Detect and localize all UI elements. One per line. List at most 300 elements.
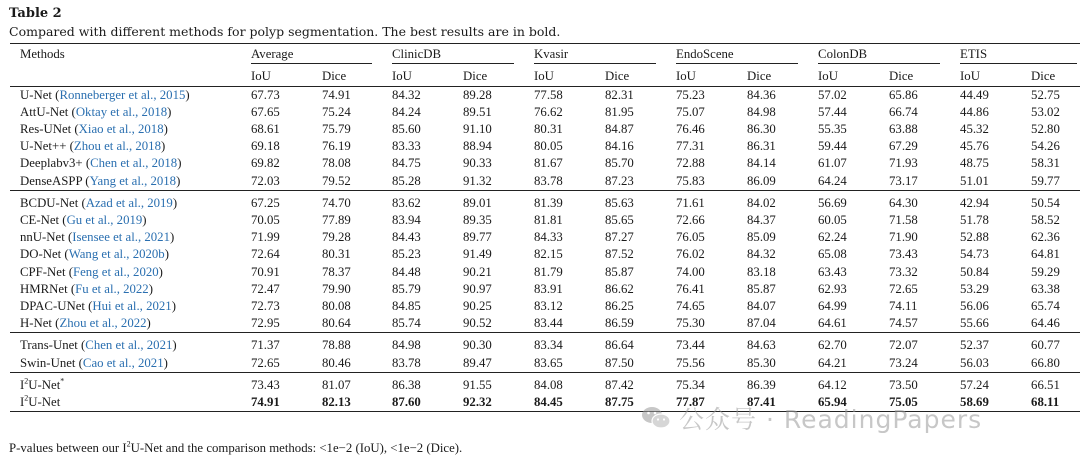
value-cell: 85.30 <box>747 355 776 370</box>
value-cell: 74.00 <box>676 264 705 279</box>
table-row <box>10 86 1080 104</box>
value-cell: 90.33 <box>463 156 492 171</box>
value-cell: 71.99 <box>251 230 280 245</box>
value-cell: 79.90 <box>322 281 351 296</box>
sub-header-iou: IoU <box>812 66 883 87</box>
value-cell: 62.24 <box>818 230 847 245</box>
value-cell: 83.65 <box>534 355 563 370</box>
value-cell: 60.77 <box>1031 338 1060 353</box>
value-cell: 44.49 <box>960 87 989 102</box>
value-cell <box>954 394 1025 412</box>
value-bold: 92.32 <box>463 394 492 409</box>
value-cell: 81.39 <box>534 195 563 210</box>
method-cell: U-Net++ (Zhou et al., 2018) <box>20 139 166 154</box>
value-cell: 42.94 <box>960 195 989 210</box>
value-cell: 85.70 <box>605 156 634 171</box>
citation-link[interactable]: Azad et al., 2019 <box>85 195 173 210</box>
method-name: BCDU-Net <box>20 195 79 210</box>
value-cell: 86.64 <box>605 338 634 353</box>
value-bold: 74.91 <box>251 394 280 409</box>
sub-header-dice: Dice <box>316 66 386 87</box>
table-row <box>10 195 1080 212</box>
value-cell: 78.37 <box>322 264 351 279</box>
table-row <box>10 281 1080 298</box>
value-cell: 87.52 <box>605 247 634 262</box>
value-cell: 51.01 <box>960 173 989 188</box>
citation-link[interactable]: Ronneberger et al., 2015 <box>59 87 186 102</box>
value-cell: 76.05 <box>676 230 705 245</box>
method-name: I <box>20 394 25 409</box>
value-cell: 56.69 <box>818 195 847 210</box>
value-cell: 91.10 <box>463 121 492 136</box>
value-cell: 72.47 <box>251 281 280 296</box>
sub-header-dice: Dice <box>457 66 528 87</box>
value-cell: 86.09 <box>747 173 776 188</box>
citation-link[interactable]: Feng et al., 2020 <box>72 264 159 279</box>
value-cell: 87.27 <box>605 230 634 245</box>
value-cell: 83.44 <box>534 316 563 331</box>
value-cell: 58.31 <box>1031 156 1060 171</box>
method-name: Res-UNet <box>20 121 72 136</box>
value-cell: 84.98 <box>392 338 421 353</box>
value-cell: 69.82 <box>251 156 280 171</box>
table-row-ours <box>10 394 1080 412</box>
citation-link[interactable]: Zhou et al., 2018 <box>73 139 161 154</box>
value-cell: 72.95 <box>251 316 280 331</box>
value-cell: 71.90 <box>889 230 918 245</box>
value-cell: 83.91 <box>534 281 563 296</box>
value-cell: 72.65 <box>251 355 280 370</box>
value-cell: 73.32 <box>889 264 918 279</box>
value-cell: 64.46 <box>1031 316 1060 331</box>
citation-link[interactable]: Hui et al., 2021 <box>92 298 172 313</box>
value-bold: 87.41 <box>747 394 776 409</box>
value-cell <box>1025 394 1080 412</box>
method-name: nnU-Net <box>20 230 65 245</box>
value-cell <box>670 394 741 412</box>
value-cell <box>528 394 599 412</box>
value-cell: 72.07 <box>889 338 918 353</box>
value-cell: 73.44 <box>676 338 705 353</box>
value-cell: 70.91 <box>251 264 280 279</box>
citation-link[interactable]: Xiao et al., 2018 <box>78 121 164 136</box>
value-cell: 82.31 <box>605 87 634 102</box>
value-cell: 67.25 <box>251 195 280 210</box>
value-cell <box>457 394 528 412</box>
method-name: DenseASPP <box>20 173 83 188</box>
value-cell: 55.35 <box>818 121 847 136</box>
value-cell: 77.31 <box>676 139 705 154</box>
value-cell: 76.02 <box>676 247 705 262</box>
citation-link[interactable]: Wang et al., 2020b <box>68 247 165 262</box>
citation-link[interactable]: Chen et al., 2018 <box>90 156 178 171</box>
method-name: HMRNet <box>20 281 68 296</box>
citation-link[interactable]: Cao et al., 2021 <box>82 355 164 370</box>
citation-link[interactable]: Gu et al., 2019 <box>66 212 143 227</box>
table-label: Table 2 <box>9 6 62 21</box>
value-cell: 75.30 <box>676 316 705 331</box>
value-cell <box>812 394 883 412</box>
sub-header-iou: IoU <box>245 66 316 87</box>
value-cell <box>316 394 386 412</box>
value-cell: 80.05 <box>534 139 563 154</box>
method-cell: CPF-Net (Feng et al., 2020) <box>20 264 163 279</box>
method-name: CPF-Net <box>20 264 66 279</box>
value-cell: 88.94 <box>463 139 492 154</box>
value-cell: 77.58 <box>534 87 563 102</box>
value-cell: 89.51 <box>463 104 492 119</box>
value-cell: 83.12 <box>534 298 563 313</box>
value-cell: 75.56 <box>676 355 705 370</box>
method-cell: CE-Net (Gu et al., 2019) <box>20 212 147 227</box>
value-cell: 63.38 <box>1031 281 1060 296</box>
value-cell: 57.24 <box>960 377 989 392</box>
value-cell: 86.62 <box>605 281 634 296</box>
value-cell: 74.57 <box>889 316 918 331</box>
value-cell: 84.87 <box>605 121 634 136</box>
value-cell: 85.87 <box>605 264 634 279</box>
value-cell: 55.66 <box>960 316 989 331</box>
group-header-kvasir: Kvasir <box>528 44 670 66</box>
value-cell: 86.31 <box>747 139 776 154</box>
value-cell: 85.28 <box>392 173 421 188</box>
value-cell: 81.95 <box>605 104 634 119</box>
method-name: Deeplabv3+ <box>20 156 83 171</box>
value-cell: 84.33 <box>534 230 563 245</box>
value-cell: 86.59 <box>605 316 634 331</box>
value-cell: 81.79 <box>534 264 563 279</box>
value-cell: 71.37 <box>251 338 280 353</box>
citation-link[interactable]: Yang et al., 2018 <box>89 173 177 188</box>
method-name: CE-Net <box>20 212 60 227</box>
citation-link[interactable]: Chen et al., 2021 <box>85 338 173 353</box>
value-cell: 85.74 <box>392 316 421 331</box>
value-cell: 73.17 <box>889 173 918 188</box>
value-cell: 72.73 <box>251 298 280 313</box>
value-cell: 75.07 <box>676 104 705 119</box>
value-cell: 62.70 <box>818 338 847 353</box>
value-cell: 85.65 <box>605 212 634 227</box>
value-cell: 67.65 <box>251 104 280 119</box>
value-bold: 87.60 <box>392 394 421 409</box>
value-cell: 59.77 <box>1031 173 1060 188</box>
value-cell: 85.09 <box>747 230 776 245</box>
value-cell: 84.98 <box>747 104 776 119</box>
value-bold: 87.75 <box>605 394 634 409</box>
value-cell: 71.61 <box>676 195 705 210</box>
value-cell: 63.43 <box>818 264 847 279</box>
value-cell: 74.11 <box>889 298 918 313</box>
value-cell: 85.79 <box>392 281 421 296</box>
value-cell: 66.80 <box>1031 355 1060 370</box>
value-cell: 79.52 <box>322 173 351 188</box>
value-cell: 90.97 <box>463 281 492 296</box>
value-cell: 48.75 <box>960 156 989 171</box>
value-cell: 76.62 <box>534 104 563 119</box>
method-name: I <box>20 377 25 392</box>
value-cell: 78.88 <box>322 338 351 353</box>
value-cell: 90.21 <box>463 264 492 279</box>
value-bold: 65.94 <box>818 394 847 409</box>
sub-header-iou: IoU <box>528 66 599 87</box>
value-cell: 52.75 <box>1031 87 1060 102</box>
value-cell: 64.24 <box>818 173 847 188</box>
value-cell: 86.25 <box>605 298 634 313</box>
value-cell: 66.74 <box>889 104 918 119</box>
value-cell: 59.44 <box>818 139 847 154</box>
value-cell: 83.33 <box>392 139 421 154</box>
value-cell: 71.93 <box>889 156 918 171</box>
method-name: U-Net <box>20 87 52 102</box>
value-cell: 69.18 <box>251 139 280 154</box>
value-cell: 63.88 <box>889 121 918 136</box>
value-cell: 75.83 <box>676 173 705 188</box>
value-cell: 90.52 <box>463 316 492 331</box>
method-cell: DenseASPP (Yang et al., 2018) <box>20 173 181 188</box>
method-cell: nnU-Net (Isensee et al., 2021) <box>20 230 175 245</box>
value-cell <box>386 394 457 412</box>
value-cell: 84.24 <box>392 104 421 119</box>
value-cell: 84.85 <box>392 298 421 313</box>
value-cell: 89.01 <box>463 195 492 210</box>
method-cell: U-Net (Ronneberger et al., 2015) <box>20 87 190 102</box>
value-cell: 64.81 <box>1031 247 1060 262</box>
value-cell: 72.66 <box>676 212 705 227</box>
value-cell: 50.54 <box>1031 195 1060 210</box>
method-cell: AttU-Net (Oktay et al., 2018) <box>20 104 172 119</box>
value-cell: 70.05 <box>251 212 280 227</box>
value-cell: 74.65 <box>676 298 705 313</box>
header-group-row <box>10 44 1080 66</box>
method-name: Trans-Unet <box>20 338 78 353</box>
group-header-colondb: ColonDB <box>812 44 954 66</box>
sub-header-iou: IoU <box>670 66 741 87</box>
value-cell: 65.08 <box>818 247 847 262</box>
value-cell: 91.49 <box>463 247 492 262</box>
table-row <box>10 246 1080 263</box>
value-cell: 76.41 <box>676 281 705 296</box>
method-cell: Trans-Unet (Chen et al., 2021) <box>20 338 177 353</box>
table-row <box>10 138 1080 155</box>
value-cell: 75.34 <box>676 377 705 392</box>
value-cell: 89.28 <box>463 87 492 102</box>
sub-header-iou: IoU <box>954 66 1025 87</box>
method-cell: $I^2U-Net^*$ <box>20 376 65 392</box>
value-cell: 64.21 <box>818 355 847 370</box>
value-cell: 74.70 <box>322 195 351 210</box>
group-header-average: Average <box>245 44 386 66</box>
table-row-ours <box>10 377 1080 394</box>
value-cell: 78.08 <box>322 156 351 171</box>
value-cell: 50.84 <box>960 264 989 279</box>
value-bold: 75.05 <box>889 394 918 409</box>
value-cell: 84.36 <box>747 87 776 102</box>
value-cell: 52.37 <box>960 338 989 353</box>
value-cell: 85.23 <box>392 247 421 262</box>
value-cell: 54.73 <box>960 247 989 262</box>
value-cell: 84.43 <box>392 230 421 245</box>
value-cell: 83.94 <box>392 212 421 227</box>
citation-link[interactable]: Oktay et al., 2018 <box>75 104 168 119</box>
method-cell: HMRNet (Fu et al., 2022) <box>20 281 153 296</box>
value-cell: 87.50 <box>605 355 634 370</box>
value-cell: 62.36 <box>1031 230 1060 245</box>
value-bold: 58.69 <box>960 394 989 409</box>
value-cell: 76.46 <box>676 121 705 136</box>
value-cell: 83.78 <box>534 173 563 188</box>
value-cell: 81.07 <box>322 377 351 392</box>
value-cell: 91.32 <box>463 173 492 188</box>
sub-header-dice: Dice <box>599 66 670 87</box>
method-cell: Swin-Unet (Cao et al., 2021) <box>20 355 168 370</box>
sub-header-dice: Dice <box>741 66 812 87</box>
value-cell: 75.24 <box>322 104 351 119</box>
method-cell: Res-UNet (Xiao et al., 2018) <box>20 121 168 136</box>
value-cell: 90.30 <box>463 338 492 353</box>
value-cell: 90.25 <box>463 298 492 313</box>
method-name: DO-Net <box>20 247 62 262</box>
value-cell: 84.07 <box>747 298 776 313</box>
value-cell: 45.76 <box>960 139 989 154</box>
value-cell: 87.04 <box>747 316 776 331</box>
value-cell: 52.80 <box>1031 121 1060 136</box>
value-cell: 77.89 <box>322 212 351 227</box>
value-cell: 59.29 <box>1031 264 1060 279</box>
value-cell: 64.61 <box>818 316 847 331</box>
value-cell: 76.19 <box>322 139 351 154</box>
value-cell: 84.32 <box>747 247 776 262</box>
group-header-etis: ETIS <box>954 44 1080 66</box>
value-cell: 89.35 <box>463 212 492 227</box>
value-cell: 72.88 <box>676 156 705 171</box>
value-cell: 81.67 <box>534 156 563 171</box>
value-cell: 86.30 <box>747 121 776 136</box>
value-cell: 67.29 <box>889 139 918 154</box>
value-cell <box>883 394 954 412</box>
methods-header: Methods <box>10 44 245 66</box>
value-cell: 62.93 <box>818 281 847 296</box>
method-name: H-Net <box>20 316 52 331</box>
value-cell: 75.23 <box>676 87 705 102</box>
value-cell: 56.06 <box>960 298 989 313</box>
table-row <box>10 298 1080 315</box>
value-cell: 75.79 <box>322 121 351 136</box>
citation-link[interactable]: Isensee et al., 2021 <box>72 230 170 245</box>
value-cell: 73.43 <box>889 247 918 262</box>
value-cell: 56.03 <box>960 355 989 370</box>
table-row <box>10 264 1080 281</box>
value-cell: 67.73 <box>251 87 280 102</box>
value-cell: 65.86 <box>889 87 918 102</box>
method-name: DPAC-UNet <box>20 298 85 313</box>
citation-link[interactable]: Zhou et al., 2022 <box>59 316 147 331</box>
value-cell: 72.03 <box>251 173 280 188</box>
value-cell: 85.63 <box>605 195 634 210</box>
value-cell: 66.51 <box>1031 377 1060 392</box>
value-cell: 80.31 <box>534 121 563 136</box>
table-row <box>10 212 1080 229</box>
value-cell: 87.42 <box>605 377 634 392</box>
value-cell: 73.24 <box>889 355 918 370</box>
value-cell: 72.65 <box>889 281 918 296</box>
value-cell: 89.77 <box>463 230 492 245</box>
value-cell: 87.23 <box>605 173 634 188</box>
value-cell: 65.74 <box>1031 298 1060 313</box>
sub-header-dice: Dice <box>883 66 954 87</box>
value-cell: 61.07 <box>818 156 847 171</box>
value-cell <box>741 394 812 412</box>
method-cell: H-Net (Zhou et al., 2022) <box>20 316 151 331</box>
value-cell: 89.47 <box>463 355 492 370</box>
value-cell: 52.88 <box>960 230 989 245</box>
value-cell: 81.81 <box>534 212 563 227</box>
table-footnote: P-values between our $I^2U$-Net and the comparison methods: <1e−2 (IoU), <1e−2 (Dice). <box>9 439 463 455</box>
value-cell: 68.61 <box>251 121 280 136</box>
value-cell: 84.37 <box>747 212 776 227</box>
citation-link[interactable]: Fu et al., 2022 <box>75 281 149 296</box>
variant-mark: * <box>60 376 65 386</box>
table-row <box>10 104 1080 121</box>
table-caption: Compared with different methods for polyp segmentation. The best results are in bold. <box>9 24 561 39</box>
table-row <box>10 337 1080 354</box>
value-cell: 73.50 <box>889 377 918 392</box>
value-cell: 91.55 <box>463 377 492 392</box>
value-cell: 86.39 <box>747 377 776 392</box>
value-cell: 85.60 <box>392 121 421 136</box>
method-name: AttU-Net <box>20 104 69 119</box>
group-header-clinicdb: ClinicDB <box>386 44 528 66</box>
header-sub-row <box>10 66 1080 87</box>
sub-header-iou: IoU <box>386 66 457 87</box>
value-cell <box>599 394 670 412</box>
table-row <box>10 355 1080 373</box>
value-cell: 53.02 <box>1031 104 1060 119</box>
value-cell: 84.63 <box>747 338 776 353</box>
value-cell: 84.14 <box>747 156 776 171</box>
method-name: U-Net++ <box>20 139 67 154</box>
method-cell: BCDU-Net (Azad et al., 2019) <box>20 195 178 210</box>
method-cell: Deeplabv3+ (Chen et al., 2018) <box>20 156 182 171</box>
value-cell: 57.44 <box>818 104 847 119</box>
value-cell: 84.16 <box>605 139 634 154</box>
value-cell: 45.32 <box>960 121 989 136</box>
sub-header-dice: Dice <box>1025 66 1080 87</box>
table-row <box>10 173 1080 191</box>
value-cell: 64.30 <box>889 195 918 210</box>
value-cell: 80.46 <box>322 355 351 370</box>
value-cell: 53.29 <box>960 281 989 296</box>
method-cell: $I^2U$-Net <box>10 394 245 412</box>
value-cell: 80.31 <box>322 247 351 262</box>
value-bold: 84.45 <box>534 394 563 409</box>
value-cell: 64.99 <box>818 298 847 313</box>
value-cell: 44.86 <box>960 104 989 119</box>
value-cell <box>245 394 316 412</box>
value-cell: 79.28 <box>322 230 351 245</box>
value-cell: 83.34 <box>534 338 563 353</box>
method-name: Swin-Unet <box>20 355 76 370</box>
watermark-text: 公众号 · ReadingPapers <box>679 405 983 434</box>
value-cell: 83.62 <box>392 195 421 210</box>
value-cell: 84.08 <box>534 377 563 392</box>
value-cell: 85.87 <box>747 281 776 296</box>
value-cell: 72.64 <box>251 247 280 262</box>
value-cell: 64.12 <box>818 377 847 392</box>
value-cell: 84.75 <box>392 156 421 171</box>
value-cell: 58.52 <box>1031 212 1060 227</box>
value-cell: 84.48 <box>392 264 421 279</box>
table-body <box>10 86 1080 412</box>
